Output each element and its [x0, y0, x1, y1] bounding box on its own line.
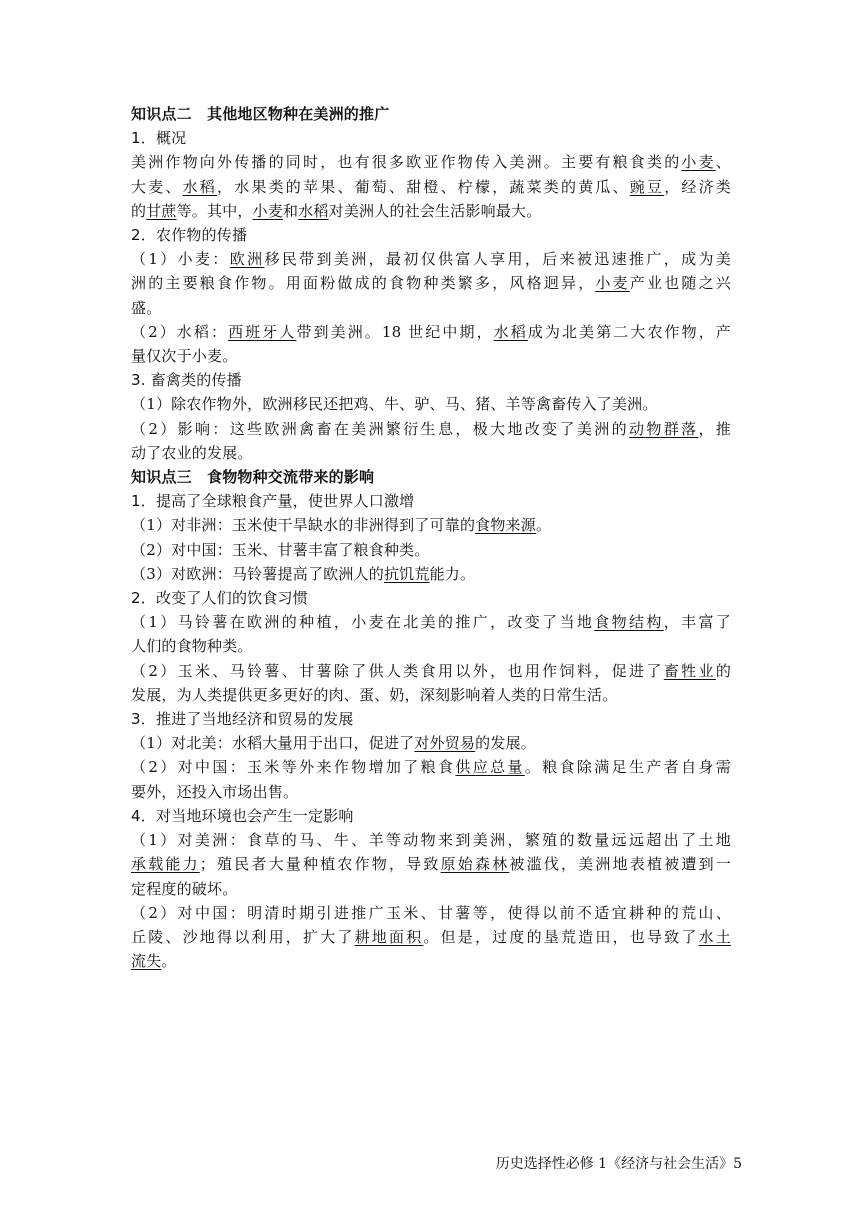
- text-segment: （2）玉米、马铃薯、甘薯除了供人类食用以外，也用作饲料，促进了: [131, 661, 664, 680]
- underlined-keyword: 供应总量: [455, 758, 525, 777]
- text-segment: 发展，为人类提供更多更好的肉、蛋、奶，深刻影响着人类的日常生活。: [131, 685, 618, 704]
- text-line: [131, 562, 731, 586]
- text-segment: 产业也随之兴: [629, 274, 731, 293]
- text-line: [131, 344, 731, 368]
- text-line: [131, 417, 731, 441]
- text-segment: 丘陵、沙地得以利用，扩大了: [131, 927, 355, 946]
- text-segment: 动了农业的发展。: [131, 443, 253, 462]
- text-segment: 美洲作物向外传播的同时，也有很多欧亚作物传入美洲。主要有粮食类的: [131, 153, 682, 172]
- text-segment: ，丰富了: [663, 613, 731, 632]
- text-segment: （3）对欧洲：马铃薯提高了欧洲人的: [131, 564, 384, 583]
- text-line: [131, 175, 731, 199]
- underlined-keyword: 抗饥荒: [383, 564, 430, 583]
- text-segment: （2）对中国：玉米、甘薯丰富了粮食种类。: [131, 540, 430, 559]
- underlined-keyword: 甘蔗: [146, 201, 177, 220]
- text-segment: 能力。: [429, 564, 476, 583]
- text-line: [131, 513, 731, 537]
- section-heading: [131, 465, 731, 489]
- text-segment: （2）对中国：明清时期引进推广玉米、甘薯等，使得以前不适宜耕种的荒山、: [131, 903, 731, 922]
- text-line: [131, 683, 731, 707]
- text-segment: 要外，还投入市场出售。: [131, 782, 299, 801]
- text-line: [131, 441, 731, 465]
- text-segment: 被滥伐，美洲地表植被遭到一: [509, 855, 731, 874]
- text-line: [131, 634, 731, 658]
- text-line: [131, 538, 731, 562]
- underlined-keyword: 小麦: [681, 153, 716, 172]
- text-segment: 1．提高了全球粮食产量，使世界人口激增: [131, 492, 415, 511]
- underlined-keyword: 动物群落: [628, 419, 699, 438]
- text-segment: ，经济类: [664, 177, 731, 196]
- text-segment: 。粮食除满足生产者自身需: [524, 758, 731, 777]
- underlined-keyword: 水稻: [298, 201, 329, 220]
- text-segment: （1）对美洲：食草的马、牛、羊等动物来到美洲，繁殖的数量远远超出了土地: [131, 831, 731, 850]
- text-segment: （1）除农作物外，欧洲移民还把鸡、牛、驴、马、猪、羊等禽畜传入了美洲。: [131, 395, 658, 414]
- text-line: [131, 828, 731, 852]
- text-line: [131, 731, 731, 755]
- text-line: [131, 610, 731, 634]
- subsection-heading: [131, 586, 731, 610]
- text-segment: 大麦、: [131, 177, 183, 196]
- text-segment: 对美洲人的社会生活影响最大。: [328, 201, 542, 220]
- text-segment: （1）小麦：: [131, 250, 230, 269]
- text-segment: （2）水稻：: [131, 322, 229, 341]
- text-segment: （2）对中国：玉米等外来作物增加了粮食: [131, 758, 456, 777]
- underlined-keyword: 水土: [698, 927, 731, 946]
- text-line: [131, 296, 731, 320]
- underlined-keyword: 耕地面积: [354, 927, 424, 946]
- text-segment: （1）马铃薯在欧洲的种植，小麦在北美的推广，改变了当地: [131, 613, 595, 632]
- text-line: [131, 199, 731, 223]
- text-segment: 3. 畜禽类的传播: [131, 371, 242, 390]
- subsection-heading: [131, 707, 731, 731]
- subsection-heading: [131, 804, 731, 828]
- subsection-heading: [131, 489, 731, 513]
- underlined-keyword: 畜牲业: [663, 661, 716, 680]
- text-line: [131, 780, 731, 804]
- underlined-keyword: 原始森林: [440, 855, 510, 874]
- text-segment: 的发展。: [475, 734, 536, 753]
- text-line: [131, 755, 731, 779]
- text-line: [131, 392, 731, 416]
- underlined-keyword: 小麦: [252, 201, 284, 220]
- text-segment: 定程度的破坏。: [131, 879, 238, 898]
- subsection-heading: [131, 126, 731, 150]
- text-segment: 的: [131, 201, 147, 220]
- text-line: [131, 320, 731, 344]
- text-segment: 移民带到美洲，最初仅供富人享用，后来被迅速推广，成为美: [264, 250, 732, 269]
- text-line: [131, 925, 731, 949]
- section-heading: [131, 102, 731, 126]
- underlined-keyword: 西班牙人: [228, 322, 297, 341]
- subsection-heading: [131, 223, 731, 247]
- text-line: [131, 852, 731, 876]
- text-segment: 2．农作物的传播: [131, 226, 248, 245]
- text-segment: ，水果类的苹果、葡萄、甜橙、柠檬，蔬菜类的黄瓜、: [217, 177, 630, 196]
- text-segment: 洲的主要粮食作物。用面粉做成的食物种类繁多，风格迥异，: [131, 274, 596, 293]
- underlined-keyword: 对外贸易: [414, 734, 476, 753]
- text-segment: ，推: [698, 419, 731, 438]
- underlined-keyword: 水稻: [182, 177, 218, 196]
- page-footer: 历史选择性必修 1《经济与社会生活》5: [495, 1156, 742, 1172]
- text-line: [131, 901, 731, 925]
- text-line: [131, 659, 731, 683]
- text-segment: 1．概况: [131, 129, 187, 148]
- text-segment: 2．改变了人们的饮食习惯: [131, 589, 308, 608]
- text-segment: 知识点三 食物物种交流带来的影响: [131, 468, 375, 487]
- text-segment: 等。其中，: [176, 201, 253, 220]
- text-segment: 和: [283, 201, 299, 220]
- underlined-keyword: 承载能力: [131, 855, 200, 874]
- text-line: [131, 949, 731, 973]
- text-segment: 。: [535, 516, 552, 535]
- text-segment: 量仅次于小麦。: [131, 347, 238, 366]
- text-segment: （2）影响：这些欧洲禽畜在美洲繁衍生息，极大地改变了美洲的: [131, 419, 629, 438]
- underlined-keyword: 小麦: [595, 274, 630, 293]
- text-line: [131, 271, 731, 295]
- text-segment: 带到美洲。18 世纪中期，: [296, 322, 494, 341]
- text-segment: 。: [161, 952, 177, 971]
- underlined-keyword: 豌豆: [629, 177, 665, 196]
- text-segment: ；殖民者大量种植农作物，导致: [199, 855, 441, 874]
- text-segment: 的: [715, 661, 732, 680]
- text-segment: 4．对当地环境也会产生一定影响: [131, 806, 354, 825]
- underlined-keyword: 流失: [131, 952, 162, 971]
- text-segment: 知识点二 其他地区物种在美洲的推广: [131, 105, 390, 123]
- text-segment: 盛。: [131, 298, 162, 317]
- text-line: [131, 877, 731, 901]
- text-line: [131, 247, 731, 271]
- text-line: [131, 150, 731, 174]
- text-segment: 成为北美第二大农作物，产: [527, 322, 732, 341]
- text-segment: 。但是，过度的垦荒造田，也导致了: [423, 927, 699, 946]
- text-segment: （1）对北美：水稻大量用于出口，促进了: [131, 734, 415, 753]
- underlined-keyword: 水稻: [493, 322, 528, 341]
- text-segment: （1）对非洲：玉米使干旱缺水的非洲得到了可靠的: [131, 516, 476, 535]
- underlined-keyword: 欧洲: [229, 250, 265, 269]
- underlined-keyword: 食物结构: [594, 613, 664, 632]
- text-segment: 、: [715, 153, 731, 172]
- text-segment: 3．推进了当地经济和贸易的发展: [131, 710, 354, 729]
- document-body: [131, 102, 731, 973]
- underlined-keyword: 食物来源: [475, 516, 536, 535]
- subsection-heading: [131, 368, 731, 392]
- text-segment: 人们的食物种类。: [131, 637, 253, 656]
